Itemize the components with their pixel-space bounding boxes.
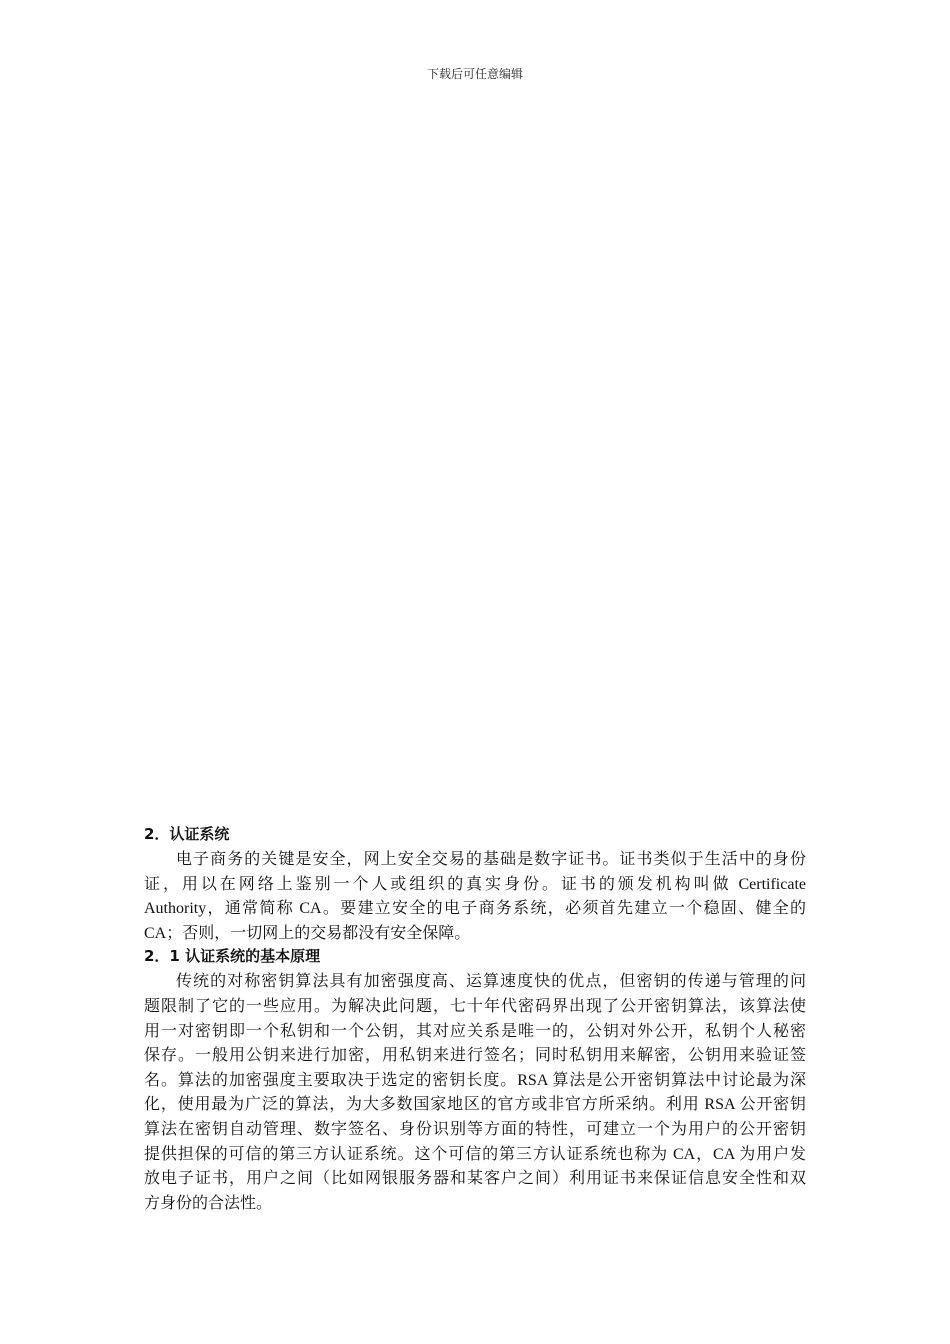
- paragraph-line: 电子商务的关键是安全，网上安全交易的基础是数字证书。证书类似于生活中的身份: [176, 851, 806, 868]
- paragraph-line: 化，使用最为广泛的算法，为大多数国家地区的官方或非官方所采纳。利用 RSA 公开密钥: [144, 1096, 806, 1114]
- paragraph-line: 传统的对称密钥算法具有加密强度高、运算速度快的优点，但密钥的传递与管理的问: [176, 973, 806, 991]
- page-header: 下载后可任意编辑: [426, 67, 523, 81]
- document-body: [144, 822, 806, 1214]
- paragraph-line: 算法在密钥自动管理、数字签名、身份识别等方面的特性，可建立一个为用户的公开密钥: [144, 1120, 806, 1138]
- paragraph-line: 名。算法的加密强度主要取决于选定的密钥长度。RSA 算法是公开密钥算法中讨论最为深: [144, 1071, 806, 1089]
- paragraph-authentication-intro: [144, 846, 806, 944]
- paragraph-line: 方身份的合法性。: [144, 1194, 273, 1212]
- paragraph-line: 题限制了它的一些应用。为解决此问题，七十年代密码界出现了公开密钥算法，该算法使: [144, 997, 806, 1015]
- paragraph-line: 提供担保的可信的第三方认证系统。这个可信的第三方认证系统也称为 CA，CA 为用户发: [144, 1145, 806, 1163]
- paragraph-basic-principle: [144, 968, 806, 1214]
- paragraph-line: 证，用以在网络上鉴别一个人或组织的真实身份。证书的颁发机构叫做 Certificate: [144, 875, 806, 893]
- paragraph-line: 用一对密钥即一个私钥和一个公钥，其对应关系是唯一的，公钥对外公开，私钥个人秘密: [144, 1022, 806, 1040]
- section-heading-basic-principle: 2．1 认证系统的基本原理: [144, 947, 321, 966]
- paragraph-line: CA；否则，一切网上的交易都没有安全保障。: [144, 924, 471, 942]
- paragraph-line: 放电子证书，用户之间（比如网银服务器和某客户之间）利用证书来保证信息安全性和双: [144, 1170, 806, 1188]
- section-heading-authentication-system: 2．认证系统: [144, 825, 230, 843]
- paragraph-line: 保存。一般用公钥来进行加密，用私钥来进行签名；同时私钥用来解密，公钥用来验证签: [144, 1047, 806, 1065]
- paragraph-line: Authority，通常简称 CA。要建立安全的电子商务系统，必须首先建立一个稳固、健全的: [144, 900, 806, 918]
